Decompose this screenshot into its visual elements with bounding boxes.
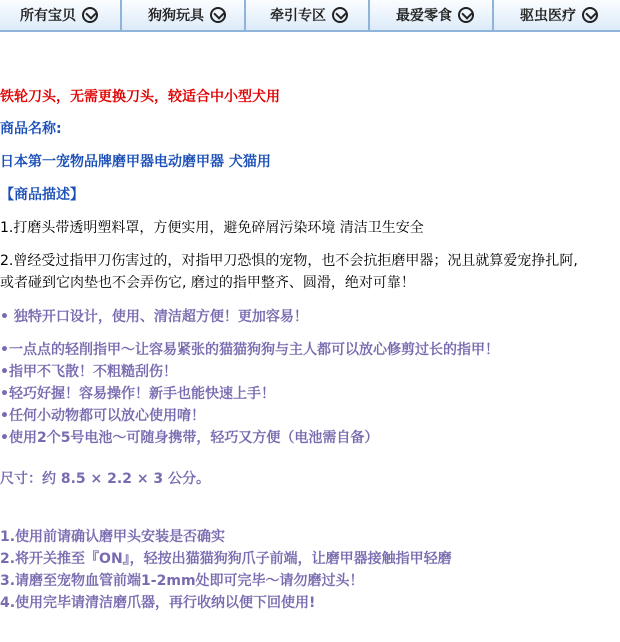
nav-item-label: 所有宝贝 [20, 8, 76, 24]
feature-list-item: •任何小动物都可以放心使用唷！ [0, 408, 205, 424]
usage-step: 2.将开关推至『ON』，轻按出猫猫狗狗爪子前端，让磨甲器接触指甲轻磨 [0, 551, 452, 567]
nav-item-all-items[interactable] [0, 0, 122, 30]
category-nav-bar [0, 0, 620, 32]
nav-item-label: 狗狗玩具 [148, 8, 204, 24]
chevron-down-circle-icon[interactable] [582, 7, 598, 23]
feature-highlight: • 独特开口设计，使用、清洁超方便！更加容易！ [0, 309, 308, 325]
description-item-2-line-1: 2.曾经受过指甲刀伤害过的，对指甲刀恐惧的宠物，也不会抗拒磨甲器；况且就算爱宠挣扎阿, [0, 253, 578, 269]
usage-step: 4.使用完毕请清洁磨爪器，再行收纳以便下回使用! [0, 595, 316, 611]
feature-list-item: •指甲不飞散！不粗糙刮伤！ [0, 364, 177, 380]
feature-list-item: •使用2个5号电池～可随身携带，轻巧又方便（电池需自备） [0, 430, 379, 446]
nav-item-favorite-snacks[interactable] [370, 0, 494, 30]
nav-item-deworming-medical[interactable] [494, 0, 620, 30]
product-headline: 铁轮刀头，无需更换刀头，较适合中小型犬用 [0, 89, 280, 105]
chevron-down-circle-icon[interactable] [82, 7, 98, 23]
nav-item-label: 牵引专区 [270, 8, 326, 24]
usage-step: 3.请磨至宠物血管前端1-2mm处即可完毕～请勿磨过头！ [0, 573, 364, 589]
feature-list-item: •轻巧好握！容易操作！新手也能快速上手！ [0, 386, 275, 402]
description-label: 【商品描述】 [0, 187, 84, 203]
chevron-down-circle-icon[interactable] [332, 7, 348, 23]
nav-item-leash-zone[interactable] [246, 0, 370, 30]
feature-list-item: •一点点的轻削指甲～让容易紧张的猫猫狗狗与主人都可以放心修剪过长的指甲！ [0, 342, 499, 358]
chevron-down-circle-icon[interactable] [210, 7, 226, 23]
description-item-1: 1.打磨头带透明塑料罩，方便实用，避免碎屑污染环境 清洁卫生安全 [0, 220, 424, 236]
product-name-label: 商品名称: [0, 121, 62, 137]
product-name: 日本第一宠物品牌磨甲器电动磨甲器 犬猫用 [0, 154, 271, 170]
nav-item-label: 驱虫医疗 [520, 8, 576, 24]
usage-step: 1.使用前请确认磨甲头安装是否确实 [0, 529, 226, 545]
nav-item-label: 最爱零食 [396, 8, 452, 24]
nav-item-dog-toys[interactable] [122, 0, 246, 30]
description-item-2-line-2: 或者碰到它肉垫也不会弄伤它, 磨过的指甲整齐、圆滑，绝对可靠！ [0, 275, 415, 291]
chevron-down-circle-icon[interactable] [458, 7, 474, 23]
product-size: 尺寸：约 8.5 × 2.2 × 3 公分。 [0, 471, 211, 487]
